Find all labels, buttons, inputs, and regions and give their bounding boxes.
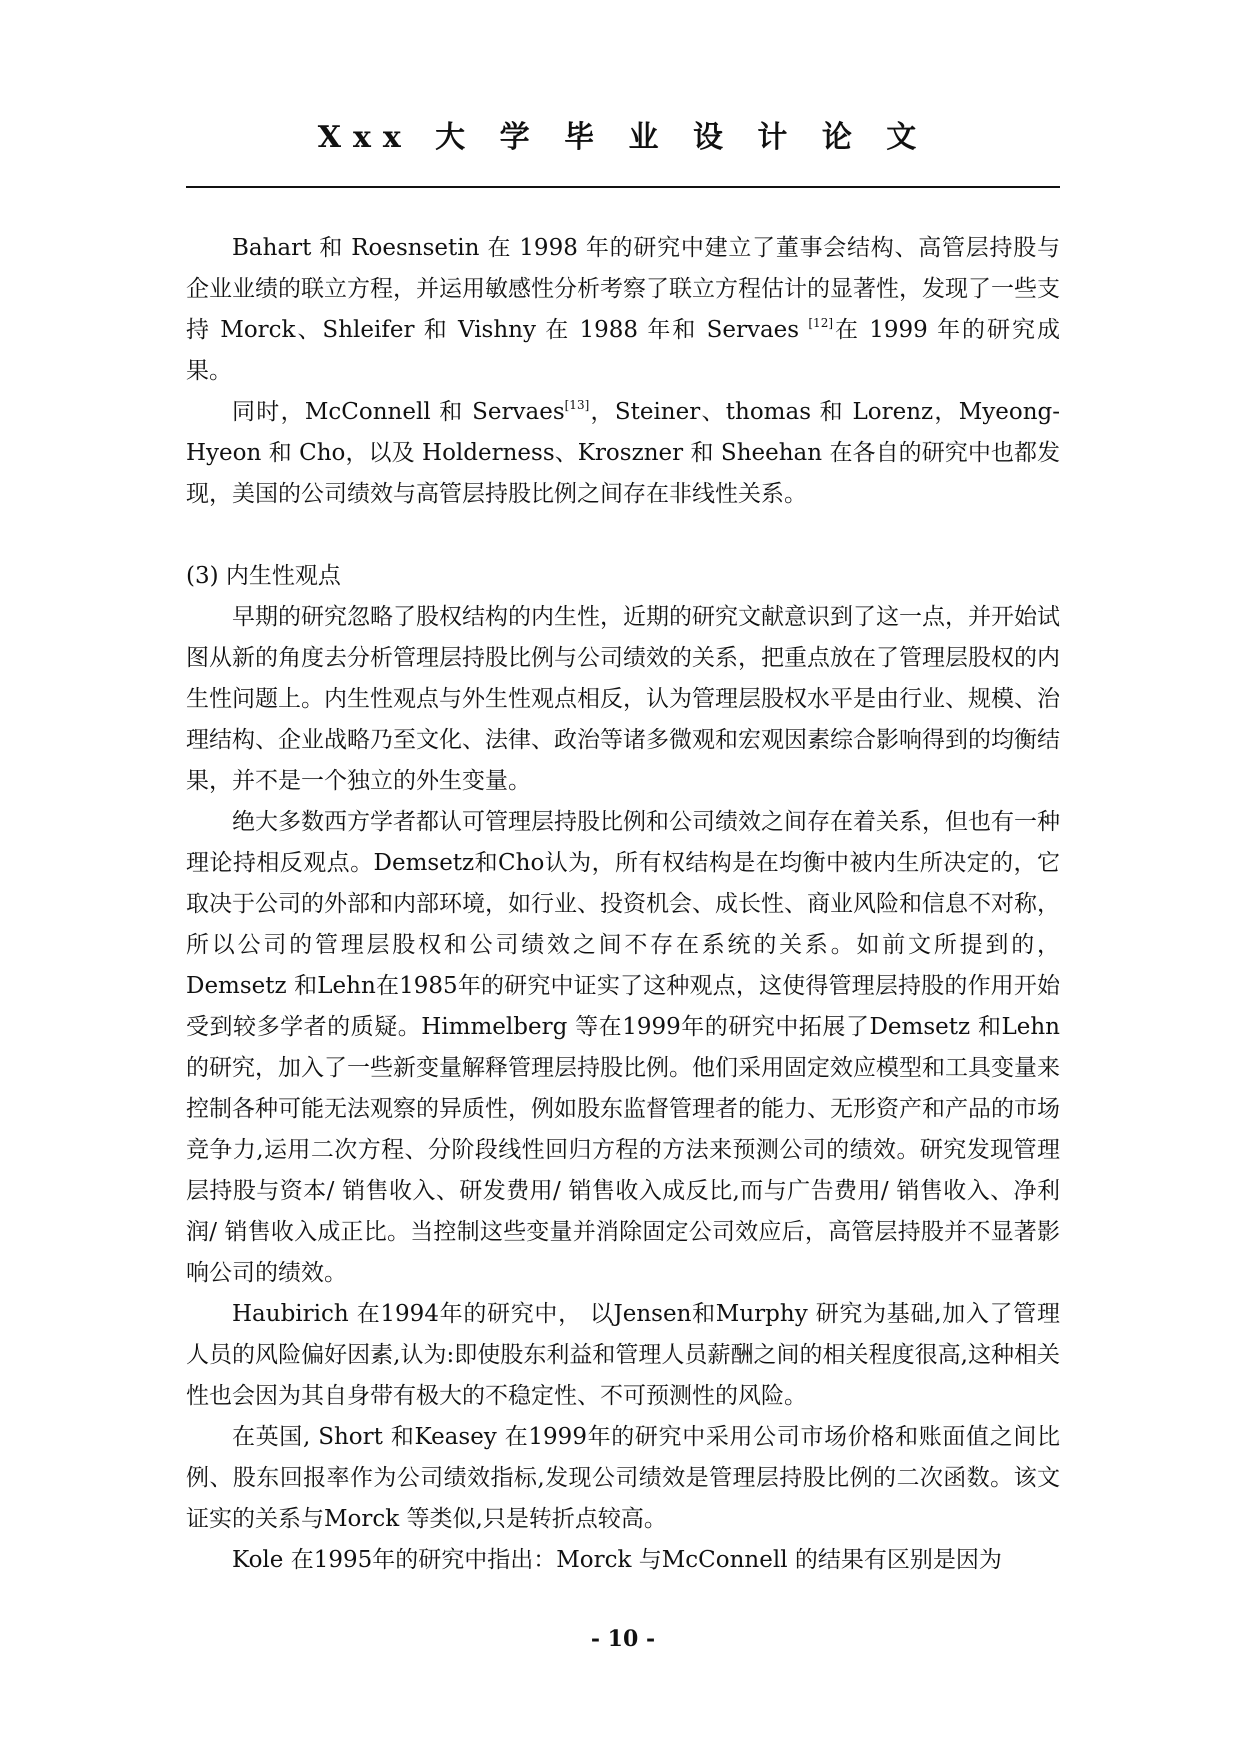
- paragraph: Haubirich 在1994年的研究中， 以Jensen和Murphy 研究为基础,加入了管理人员的风险偏好因素,认为:即使股东利益和管理人员薪酬之间的相关程度很高,这种相关性也会因为其自身带有极大的不稳定性、不可预测性的风险。: [186, 1301, 1060, 1409]
- citation-ref: [12]: [808, 316, 834, 330]
- section-heading: (3) 内生性观点: [186, 563, 341, 589]
- paragraph: Kole 在1995年的研究中指出：Morck 与McConnell 的结果有区别是因为: [232, 1547, 1002, 1573]
- paragraph: 绝大多数西方学者都认可管理层持股比例和公司绩效之间存在着关系，但也有一种理论持相反观点。Demsetz和Cho认为，所有权结构是在均衡中被内生所决定的，它取决于公司的外部和内部环境，如行业、投资机会、成长性、商业风险和信息不对称，所以公司的管理层股权和公司绩效之间不存在系统的关系。如前文所提到的，Demsetz 和Lehn在1985年的研究中证实了这种观点，这使得管理层持股的作用开始受到较多学者的质疑。Himmelberg 等在1999年的研究中拓展了Demsetz 和Lehn的研究，加入了一些新变量解释管理层持股比例。他们采用固定效应模型和工具变量来控制各种可能无法观察的异质性，例如股东监督管理者的能力、无形资产和产品的市场竞争力,运用二次方程、分阶段线性回归方程的方法来预测公司的绩效。研究发现管理层持股与资本/ 销售收入、研发费用/ 销售收入成反比,而与广告费用/ 销售收入、净利润/ 销售收入成正比。当控制这些变量并消除固定公司效应后，高管层持股并不显著影响公司的绩效。: [186, 809, 1060, 1286]
- page-header-title: Xxx 大 学 毕 业 设 计 论 文: [317, 120, 929, 155]
- paragraph: Bahart 和 Roesnsetin 在 1998 年的研究中建立了董事会结构、高管层持股与企业业绩的联立方程，并运用敏感性分析考察了联立方程估计的显著性，发现了一些支持 Morck、Shleifer 和 Vishny 在 1988 年和 Servaes [12]在 1999 年的研究成果。: [186, 235, 1060, 384]
- page-number: - 10 -: [590, 1626, 656, 1652]
- header-divider: [186, 186, 1060, 188]
- paragraph: 同时，McConnell 和 Servaes[13]，Steiner、thomas 和 Lorenz，Myeong-Hyeon 和 Cho，以及 Holderness、Kroszner 和 Sheehan 在各自的研究中也都发现，美国的公司绩效与高管层持股比例之间存在非线性关系。: [186, 398, 1060, 507]
- citation-ref: [13]: [564, 398, 590, 412]
- paragraph: 早期的研究忽略了股权结构的内生性，近期的研究文献意识到了这一点，并开始试图从新的角度去分析管理层持股比例与公司绩效的关系，把重点放在了管理层股权的内生性问题上。内生性观点与外生性观点相反，认为管理层股权水平是由行业、规模、治理结构、企业战略乃至文化、法律、政治等诸多微观和宏观因素综合影响得到的均衡结果，并不是一个独立的外生变量。: [186, 604, 1060, 794]
- body-text: [186, 228, 1060, 1581]
- paragraph: 在英国, Short 和Keasey 在1999年的研究中采用公司市场价格和账面值之间比例、股东回报率作为公司绩效指标,发现公司绩效是管理层持股比例的二次函数。该文证实的关系与Morck 等类似,只是转折点较高。: [186, 1424, 1060, 1532]
